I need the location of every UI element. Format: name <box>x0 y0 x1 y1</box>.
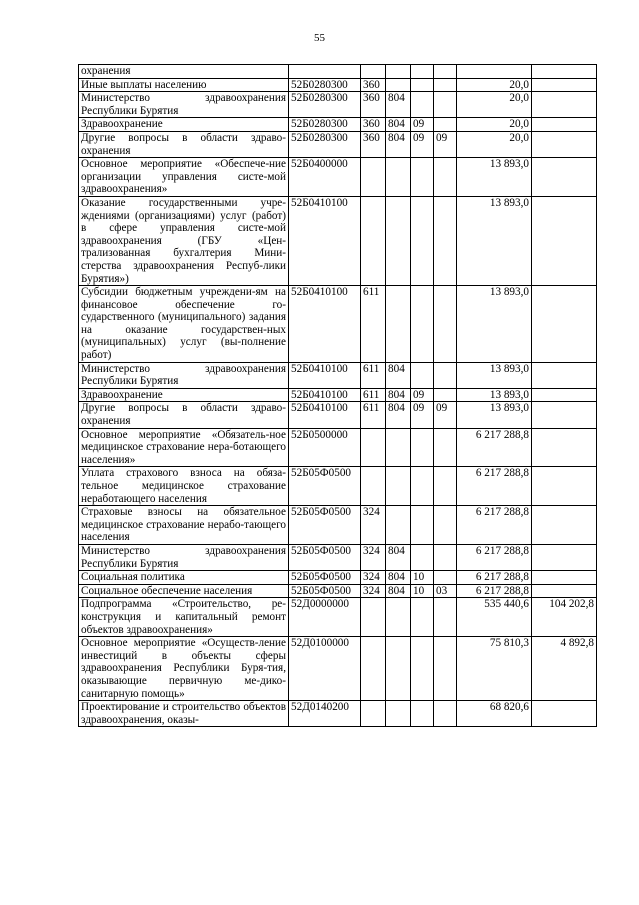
table-row <box>79 118 597 132</box>
ministry-code-cell <box>386 158 411 197</box>
table-row <box>79 428 597 467</box>
subsection-cell <box>434 92 457 118</box>
page-number: 55 <box>314 32 325 44</box>
ministry-code-cell <box>386 506 411 545</box>
amount-second-cell <box>532 362 597 388</box>
section-cell <box>411 428 434 467</box>
subsection-cell <box>434 65 457 79</box>
row-name-cell: охранения <box>79 65 289 79</box>
expense-type-cell: 324 <box>361 506 386 545</box>
target-article-cell: 52Б05Ф0500 <box>289 544 361 570</box>
table-row <box>79 78 597 92</box>
amount-cell: 13 893,0 <box>457 158 532 197</box>
row-name-cell: Иные выплаты населению <box>79 78 289 92</box>
section-cell <box>411 467 434 506</box>
row-name-cell: Страховые взносы на обязательное медицинское страхование нерабо-тающего населения <box>79 506 289 545</box>
target-article-cell: 52Б0280300 <box>289 131 361 157</box>
expense-type-cell: 360 <box>361 92 386 118</box>
subsection-cell <box>434 196 457 285</box>
amount-second-cell <box>532 428 597 467</box>
amount-second-cell <box>532 158 597 197</box>
section-cell: 09 <box>411 118 434 132</box>
target-article-cell: 52Д0140200 <box>289 701 361 727</box>
amount-second-cell <box>532 118 597 132</box>
section-cell <box>411 158 434 197</box>
subsection-cell <box>434 544 457 570</box>
target-article-cell: 52Б0410100 <box>289 402 361 428</box>
amount-second-cell <box>532 506 597 545</box>
section-cell: 09 <box>411 402 434 428</box>
budget-table-body <box>79 65 597 727</box>
row-name-cell: Субсидии бюджетным учреждени-ям на финансовое обеспечение го-сударственного (муниципального) задания на оказание государствен-ных (муниципальных) услуг (вы-полнение работ) <box>79 286 289 363</box>
amount-cell: 6 217 288,8 <box>457 571 532 585</box>
amount-second-cell <box>532 584 597 598</box>
table-row <box>79 92 597 118</box>
section-cell <box>411 544 434 570</box>
ministry-code-cell: 804 <box>386 131 411 157</box>
amount-second-cell <box>532 92 597 118</box>
target-article-cell: 52Б0280300 <box>289 92 361 118</box>
subsection-cell <box>434 118 457 132</box>
ministry-code-cell <box>386 637 411 701</box>
subsection-cell <box>434 78 457 92</box>
subsection-cell <box>434 467 457 506</box>
subsection-cell: 09 <box>434 131 457 157</box>
row-name-cell: Социальное обеспечение населения <box>79 584 289 598</box>
amount-second-cell <box>532 701 597 727</box>
table-row <box>79 571 597 585</box>
expense-type-cell <box>361 598 386 637</box>
row-name-cell: Подпрограмма «Строительство, ре-конструкция и капитальный ремонт объектов здравоохранения» <box>79 598 289 637</box>
table-row <box>79 158 597 197</box>
target-article-cell: 52Б05Ф0500 <box>289 571 361 585</box>
row-name-cell: Основное мероприятие «Обязатель-ное медицинское страхование нера-ботающего населения» <box>79 428 289 467</box>
table-row <box>79 701 597 727</box>
target-article-cell: 52Б0410100 <box>289 196 361 285</box>
ministry-code-cell <box>386 78 411 92</box>
amount-second-cell: 104 202,8 <box>532 598 597 637</box>
ministry-code-cell <box>386 65 411 79</box>
amount-cell: 13 893,0 <box>457 388 532 402</box>
amount-second-cell: 4 892,8 <box>532 637 597 701</box>
amount-cell: 6 217 288,8 <box>457 506 532 545</box>
amount-cell <box>457 65 532 79</box>
expense-type-cell: 611 <box>361 286 386 363</box>
subsection-cell <box>434 701 457 727</box>
table-row <box>79 196 597 285</box>
row-name-cell: Оказание государственными учре-ждениями (организациями) услуг (работ) в сфере управления систе-мой здравоохранения (ГБУ «Цен-трализованная бухгалтерия Мини-стерства здравоохранения Респуб-лики Бурятия») <box>79 196 289 285</box>
table-row <box>79 637 597 701</box>
expense-type-cell: 611 <box>361 362 386 388</box>
subsection-cell <box>434 428 457 467</box>
expense-type-cell <box>361 637 386 701</box>
expense-type-cell <box>361 65 386 79</box>
amount-second-cell <box>532 65 597 79</box>
section-cell: 10 <box>411 584 434 598</box>
expense-type-cell: 360 <box>361 118 386 132</box>
amount-cell: 20,0 <box>457 92 532 118</box>
expense-type-cell <box>361 196 386 285</box>
table-row <box>79 467 597 506</box>
expense-type-cell: 611 <box>361 402 386 428</box>
row-name-cell: Социальная политика <box>79 571 289 585</box>
amount-second-cell <box>532 544 597 570</box>
table-row <box>79 131 597 157</box>
amount-second-cell <box>532 388 597 402</box>
row-name-cell: Министерство здравоохранения Республики Бурятия <box>79 544 289 570</box>
table-row <box>79 506 597 545</box>
table-row <box>79 544 597 570</box>
section-cell <box>411 506 434 545</box>
target-article-cell: 52Б05Ф0500 <box>289 584 361 598</box>
subsection-cell <box>434 598 457 637</box>
row-name-cell: Другие вопросы в области здраво-охранения <box>79 402 289 428</box>
table-row <box>79 388 597 402</box>
ministry-code-cell: 804 <box>386 388 411 402</box>
target-article-cell: 52Б05Ф0500 <box>289 467 361 506</box>
expense-type-cell: 324 <box>361 544 386 570</box>
amount-second-cell <box>532 286 597 363</box>
amount-cell: 13 893,0 <box>457 362 532 388</box>
amount-second-cell <box>532 131 597 157</box>
table-row <box>79 402 597 428</box>
ministry-code-cell: 804 <box>386 402 411 428</box>
amount-cell: 75 810,3 <box>457 637 532 701</box>
ministry-code-cell <box>386 701 411 727</box>
subsection-cell: 09 <box>434 402 457 428</box>
table-row <box>79 65 597 79</box>
row-name-cell: Здравоохранение <box>79 118 289 132</box>
target-article-cell: 52Б0500000 <box>289 428 361 467</box>
section-cell <box>411 362 434 388</box>
amount-cell: 6 217 288,8 <box>457 544 532 570</box>
expense-type-cell <box>361 701 386 727</box>
table-row <box>79 362 597 388</box>
section-cell <box>411 286 434 363</box>
row-name-cell: Другие вопросы в области здраво-охранения <box>79 131 289 157</box>
amount-cell: 20,0 <box>457 118 532 132</box>
expense-type-cell: 360 <box>361 78 386 92</box>
expense-type-cell: 324 <box>361 571 386 585</box>
ministry-code-cell: 804 <box>386 584 411 598</box>
target-article-cell: 52Б0280300 <box>289 118 361 132</box>
row-name-cell: Основное мероприятие «Обеспече-ние организации управления систе-мой здравоохранения» <box>79 158 289 197</box>
amount-cell: 6 217 288,8 <box>457 467 532 506</box>
amount-cell: 20,0 <box>457 131 532 157</box>
ministry-code-cell <box>386 196 411 285</box>
subsection-cell <box>434 637 457 701</box>
row-name-cell: Министерство здравоохранения Республики Бурятия <box>79 92 289 118</box>
ministry-code-cell: 804 <box>386 118 411 132</box>
table-row <box>79 584 597 598</box>
ministry-code-cell <box>386 598 411 637</box>
section-cell: 09 <box>411 388 434 402</box>
target-article-cell: 52Б05Ф0500 <box>289 506 361 545</box>
section-cell: 09 <box>411 131 434 157</box>
section-cell <box>411 701 434 727</box>
section-cell <box>411 196 434 285</box>
target-article-cell: 52Б0410100 <box>289 388 361 402</box>
subsection-cell <box>434 286 457 363</box>
table-row <box>79 598 597 637</box>
section-cell <box>411 637 434 701</box>
target-article-cell: 52Б0400000 <box>289 158 361 197</box>
amount-cell: 13 893,0 <box>457 196 532 285</box>
row-name-cell: Здравоохранение <box>79 388 289 402</box>
row-name-cell: Проектирование и строительство объектов здравоохранения, оказы- <box>79 701 289 727</box>
ministry-code-cell: 804 <box>386 362 411 388</box>
table-row <box>79 286 597 363</box>
amount-second-cell <box>532 196 597 285</box>
subsection-cell <box>434 571 457 585</box>
expense-type-cell: 324 <box>361 584 386 598</box>
expense-type-cell <box>361 428 386 467</box>
amount-cell: 20,0 <box>457 78 532 92</box>
section-cell <box>411 78 434 92</box>
amount-cell: 13 893,0 <box>457 402 532 428</box>
subsection-cell: 03 <box>434 584 457 598</box>
ministry-code-cell: 804 <box>386 544 411 570</box>
amount-cell: 13 893,0 <box>457 286 532 363</box>
target-article-cell: 52Д0100000 <box>289 637 361 701</box>
amount-cell: 6 217 288,8 <box>457 428 532 467</box>
subsection-cell <box>434 388 457 402</box>
section-cell <box>411 598 434 637</box>
row-name-cell: Основное мероприятие «Осуществ-ление инвестиций в объекты сферы здравоохранения Республики Буря-тия, оказывающие первичную ме-дико-санитарную помощь» <box>79 637 289 701</box>
ministry-code-cell: 804 <box>386 92 411 118</box>
expense-type-cell <box>361 467 386 506</box>
target-article-cell: 52Д0000000 <box>289 598 361 637</box>
ministry-code-cell <box>386 286 411 363</box>
row-name-cell: Министерство здравоохранения Республики Бурятия <box>79 362 289 388</box>
ministry-code-cell <box>386 428 411 467</box>
expense-type-cell: 611 <box>361 388 386 402</box>
target-article-cell <box>289 65 361 79</box>
amount-cell: 6 217 288,8 <box>457 584 532 598</box>
budget-table <box>78 64 597 727</box>
target-article-cell: 52Б0410100 <box>289 362 361 388</box>
section-cell <box>411 92 434 118</box>
amount-second-cell <box>532 571 597 585</box>
expense-type-cell <box>361 158 386 197</box>
amount-cell: 535 440,6 <box>457 598 532 637</box>
subsection-cell <box>434 506 457 545</box>
target-article-cell: 52Б0280300 <box>289 78 361 92</box>
section-cell <box>411 65 434 79</box>
amount-second-cell <box>532 467 597 506</box>
subsection-cell <box>434 158 457 197</box>
amount-second-cell <box>532 402 597 428</box>
ministry-code-cell <box>386 467 411 506</box>
amount-cell: 68 820,6 <box>457 701 532 727</box>
target-article-cell: 52Б0410100 <box>289 286 361 363</box>
row-name-cell: Уплата страхового взноса на обяза-тельное медицинское страхование неработающего населения <box>79 467 289 506</box>
expense-type-cell: 360 <box>361 131 386 157</box>
ministry-code-cell: 804 <box>386 571 411 585</box>
section-cell: 10 <box>411 571 434 585</box>
subsection-cell <box>434 362 457 388</box>
amount-second-cell <box>532 78 597 92</box>
